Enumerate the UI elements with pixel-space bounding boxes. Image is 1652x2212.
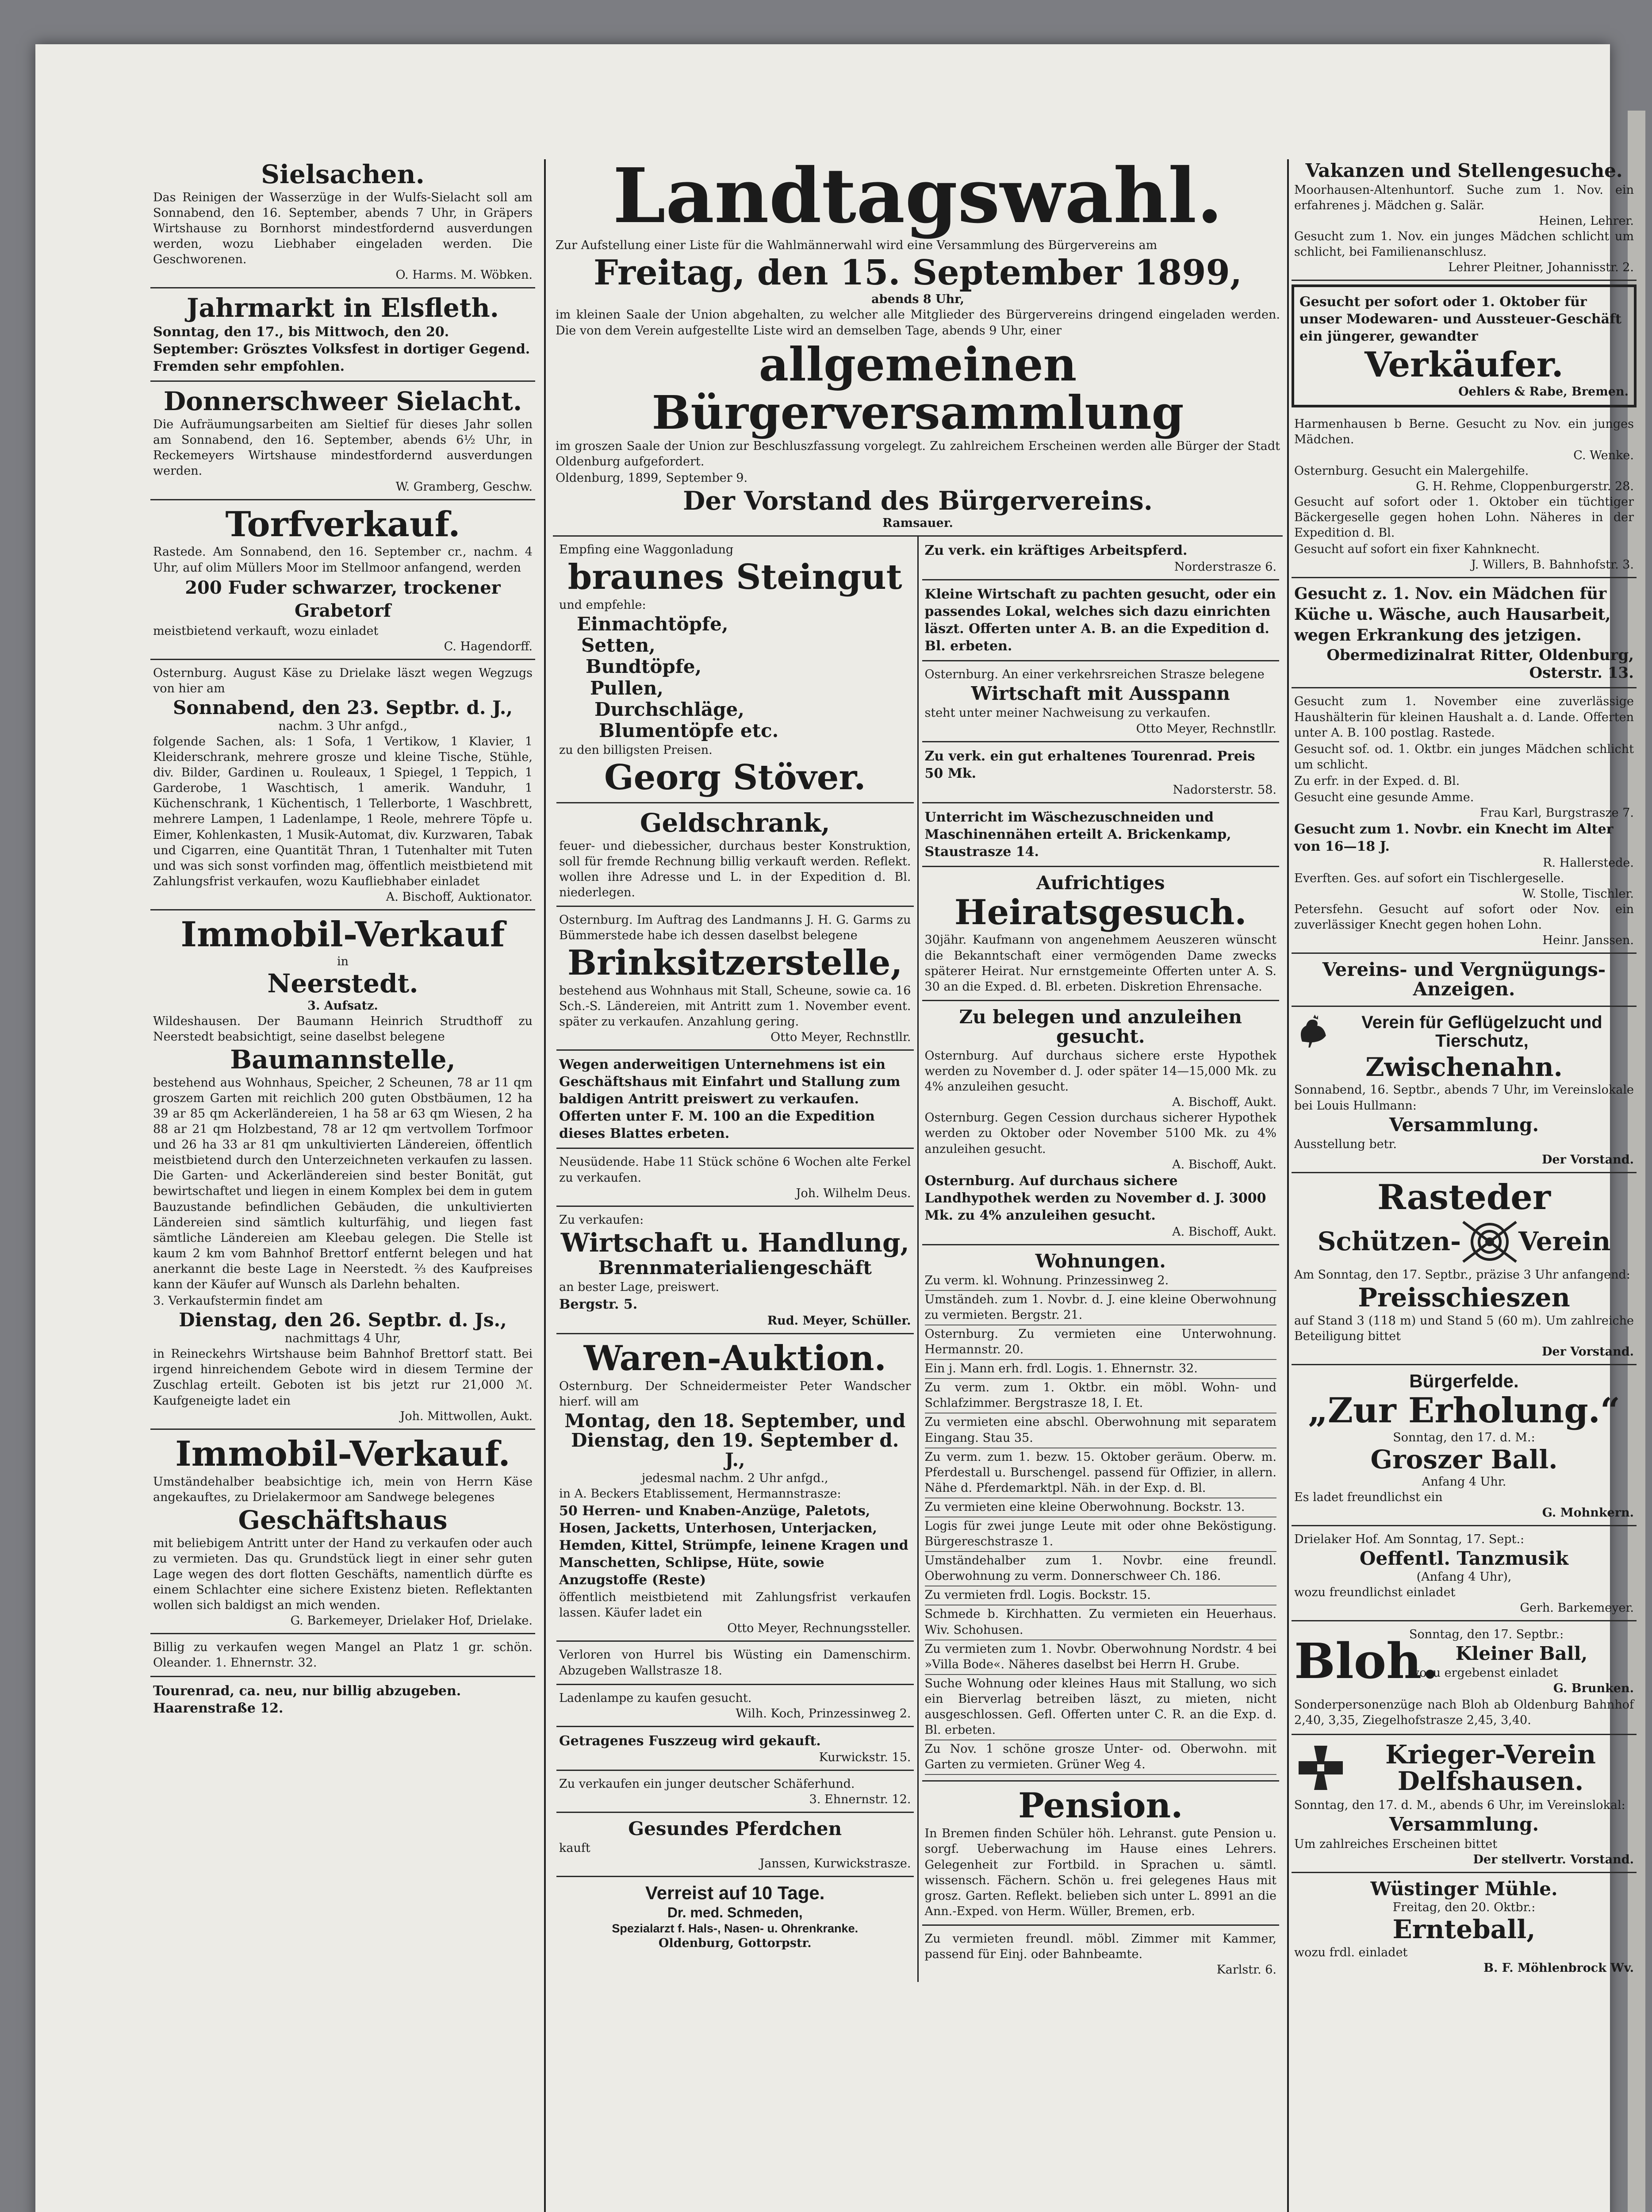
ad-sign: A. Bischoff, Aukt. xyxy=(1172,1225,1276,1239)
ad-landtagswahl xyxy=(553,150,1283,537)
ad-sub: Brennmaterialiengeschäft xyxy=(598,1256,872,1279)
ad-title: Bloh. xyxy=(1294,1632,1439,1690)
ad-text: Getragenes Fuszzeug wird gekauft. xyxy=(559,1733,821,1749)
ad-pension xyxy=(922,1782,1280,1925)
ad-oleander xyxy=(150,1634,535,1677)
ad-text: 3. Verkaufstermin findet am xyxy=(153,1294,323,1308)
ad-text: Osternburg. Auf durchaus sichere erste Hypothek werden zu November d. J. oder später 14—15,000 Mk. zu 4% anzuleihen gesucht. xyxy=(924,1049,1276,1094)
ad-tourenrad xyxy=(922,742,1280,803)
ad-vereine xyxy=(1292,954,1637,1006)
ad-text: Das Reinigen der Wasserzüge in der Wulfs-Sielacht soll am Sonnabend, den 16. September, abends 7 Uhr, in Gräpers Wirtshause zu Bornhorst mindestfordernd ausverdungen werden, wozu Liebhaber eingeladen werden. Die Geschworenen. xyxy=(153,190,533,267)
ad-text: feuer- und diebessicher, durchaus bester Konstruktion, soll für fremde Rechnung billig verkauft werden. Reflekt. wollen ihre Adresse und L. in der Expedition d. Bl. niederlegen. xyxy=(559,839,911,900)
ad-text: Die Aufräumungsarbeiten am Sieltief für dieses Jahr sollen am Sonnabend, den 16. September, abends 6½ Uhr, in Reckemeyers Wirtshause mindestfordernd ausverdungen werden. xyxy=(153,418,533,478)
list-item: Zu Nov. 1 schöne grosze Unter- od. Oberwohn. mit Garten zu vermieten. Grüner Weg 4. xyxy=(925,1741,1277,1775)
ad-text: Osternburg. Gesucht ein Malergehilfe. xyxy=(1294,464,1529,478)
ad-spec: Spezialarzt f. Hals-, Nasen- u. Ohrenkranke. xyxy=(612,1922,859,1936)
list-item: Logis für zwei junge Leute mit oder ohne Beköstigung. Bürgereschstrasze 1. xyxy=(925,1518,1277,1552)
ad-title: Torfverkauf. xyxy=(225,504,460,545)
list-item: Zu verm. zum 1. bezw. 15. Oktober geräum. Oberw. m. Pferdestall u. Burschengel. passend für Offizier, in allern. Nähe d. Pferdemarktpl. Näh. in der Exp. d. Bl. xyxy=(925,1449,1277,1498)
ad-sign: Rud. Meyer, Schüller. xyxy=(767,1313,911,1328)
center-subcolumns xyxy=(553,537,1283,1982)
ad-text: Rastede. Am Sonnabend, den 16. September cr., nachm. 4 Uhr, auf olim Müllers Moor im Stellmoor anfangend, werden xyxy=(153,545,533,575)
ad-sign: A. Bischoff, Auktionator. xyxy=(386,890,533,904)
ad-text: Gesucht per sofort oder 1. Oktober für unser Modewaren- und Aussteuer-Geschäft ein jüngerer, gewandter xyxy=(1299,294,1621,345)
ad-sign: G. Barkemeyer, Drielaker Hof, Drielake. xyxy=(290,1614,533,1628)
ad-sign: Der Vorstand. xyxy=(1542,1152,1634,1167)
ad-tourenrad xyxy=(150,1677,535,1722)
ad-sign: Janssen, Kurwickstrasze. xyxy=(759,1857,911,1871)
rooster-icon xyxy=(1294,1012,1330,1052)
ad-steingut xyxy=(556,537,914,803)
ad-text: wozu frdl. einladet xyxy=(1294,1945,1408,1959)
ad-doctor xyxy=(556,1877,914,1955)
ad-title: Bürgerfelde. xyxy=(1409,1370,1519,1391)
ad-text: in A. Beckers Etablissement, Hermannstrasze: xyxy=(559,1487,841,1501)
ad-text: Gesucht zum 1. November eine zuverlässige Haushälterin für kleinen Haushalt a. d. Lande. Offerten unter A. B. 100 postlag. Rastede. xyxy=(1294,695,1634,740)
ad-text: Osternburg. An einer verkehrsreichen Strasze belegene xyxy=(924,668,1265,682)
ad-text: Zu verkaufen: xyxy=(559,1213,644,1227)
ad-sielsachen xyxy=(150,155,535,288)
list-item: Umständeh. zum 1. Novbr. d. J. eine kleine Oberwohnung zu vermieten. Bergstr. 21. xyxy=(925,1292,1277,1325)
ad-text: Billig zu verkaufen wegen Mangel an Platz 1 gr. schön. Oleander. 1. Ehnernstr. 32. xyxy=(153,1640,533,1670)
ad-text: Zu vermieten freundl. möbl. Zimmer mit Kammer, passend für Einj. oder Bahnbeamte. xyxy=(924,1932,1276,1961)
steingut-item: Pullen, xyxy=(590,677,663,699)
ad-text: (Anfang 4 Uhr), xyxy=(1416,1570,1512,1584)
ad-sign: Otto Meyer, Rechnstllr. xyxy=(770,1030,911,1045)
ad-sign: Der stellvertr. Vorstand. xyxy=(1473,1852,1634,1866)
ad-title: Jahrmarkt in Elsfleth. xyxy=(187,293,499,323)
ad-addr: Nadorsterstr. 58. xyxy=(1173,783,1276,797)
ad-text: Gesucht z. 1. Nov. ein Mädchen für Küche u. Wäsche, auch Hausarbeit, wegen Erkrankung des jetzigen. xyxy=(1294,584,1611,645)
ad-text: Zu verk. ein gut erhaltenes Tourenrad. Preis 50 Mk. xyxy=(924,748,1255,781)
ad-head: Baumannstelle, xyxy=(230,1044,456,1075)
ad-sign: G. Mohnkern. xyxy=(1542,1505,1634,1520)
newspaper-page xyxy=(35,44,1634,2212)
list-item: Zu vermieten frdl. Logis. Bockstr. 15. xyxy=(925,1587,1277,1605)
ad-text: Zu verk. ein kräftiges Arbeitspferd. xyxy=(924,543,1188,559)
ad-items: 50 Herren- und Knaben-Anzüge, Paletots, Hosen, Jacketts, Unterhosen, Unterjacken, Hemden, Kittel, Strümpfe, leinene Kragen und Manschetten, Schlipse, Hüte, sowie Anzugstoffe (Reste) xyxy=(559,1503,908,1588)
ad-bold: 200 Fuder schwarzer, trockener Grabetorf xyxy=(185,577,501,621)
ad-text: Sonntag, den 17. d. M.: xyxy=(1393,1430,1535,1444)
ad-sign: W. Stolle, Tischler. xyxy=(1522,887,1634,901)
center-left xyxy=(553,537,919,1982)
ad-title: Verkäufer. xyxy=(1365,345,1564,385)
ad-name: Dr. med. Schmeden, xyxy=(667,1905,803,1921)
ad-board: Der Vorstand des Bürgervereins. xyxy=(683,486,1153,516)
ad-date: Montag, den 18. September, und Dienstag, den 19. September d. J., xyxy=(564,1409,906,1471)
ad-text: auf Stand 3 (118 m) und Stand 5 (60 m). Um zahlreiche Beteiligung bittet xyxy=(1294,1313,1634,1343)
ad-text: Osternburg. Auf durchaus sichere Landhypothek werden zu November d. J. 3000 Mk. zu 4% anzuleihen gesucht. xyxy=(924,1173,1266,1223)
ad-gefluegel xyxy=(1292,1007,1637,1173)
ad-wohnungen xyxy=(922,1245,1280,1782)
ad-kriegerverein xyxy=(1292,1735,1637,1873)
ad-erholung xyxy=(1292,1365,1637,1526)
ad-text: Sonntag, den 17., bis Mittwoch, den 20. September: Grösztes Volksfest in dortiger Gegend. Fremden sehr empfohlen. xyxy=(153,324,530,375)
ad-text: Neusüdende. Habe 11 Stück schöne 6 Wochen alte Ferkel zu verkaufen. xyxy=(559,1155,911,1185)
ad-place: Neerstedt. xyxy=(267,968,418,998)
ad-text: mit beliebigem Antritt unter der Hand zu verkaufen oder auch zu vermieten. Das qu. Grundstück liegt in einer sehr guten Lage wegen des dort flotten Geschäfts, namentlich dürfte es einem Schlachter eine sichere Existenz bieten. Reflektanten wollen sich baldigst an mich wenden. xyxy=(153,1536,533,1612)
ad-date: Sonnabend, den 23. Septbr. d. J., xyxy=(173,696,513,718)
ad-schaeferhund xyxy=(556,1771,914,1813)
ad-text: Sonntag, den 17. Septbr.: xyxy=(1409,1628,1564,1642)
ad-title: Waren-Auktion. xyxy=(583,1338,886,1379)
ad-text: wozu freundlichst einladet xyxy=(1294,1586,1456,1600)
list-item: Suche Wohnung oder kleines Haus mit Stallung, wo sich ein Bierverlag betreiben läszt, zu mieten, nicht ausgeschlossen. Gefl. Offerten unter C. R. an die Exp. d. Bl. erbeten. xyxy=(925,1676,1277,1740)
ad-text: Ladenlampe zu kaufen gesucht. xyxy=(559,1691,752,1705)
ad-time: jedesmal nachm. 2 Uhr anfgd., xyxy=(641,1471,828,1486)
ad-text: meistbietend verkauft, wozu einladet xyxy=(153,624,379,638)
list-item: Zu verm. zum 1. Oktbr. ein möbl. Wohn- und Schlafzimmer. Bergstrasze 18, I. Et. xyxy=(925,1380,1277,1413)
ad-title: Donnerschweer Sielacht. xyxy=(163,386,522,417)
ad-text: zu den billigsten Preisen. xyxy=(559,743,713,757)
ad-text: Gesucht zum 1. Nov. ein junges Mädchen schlicht um schlicht, bei Familienanschlusz. xyxy=(1294,230,1634,259)
ad-title: Wüstinger Mühle. xyxy=(1370,1878,1558,1900)
ad-items: folgende Sachen, als: 1 Sofa, 1 Vertikow, 1 Klavier, 1 Kleiderschrank, mehrere grosze und kleine Tische, Stühle, div. Bilder, Gardinen u. Rouleaux, 1 Spiegel, 1 Teppich, 1 Garderobe, 1 Waschtisch, 1 amerik. Wanduhr, 1 Küchenschrank, 1 Küchentisch, 1 Tellerborte, 1 Waschbrett, mehrere Lampen, 1 Ladenlampe, 1 Reole, mehrere Töpfe u. Eimer, Kohlenkasten, 1 Musik-Automat, div. Kurzwaren, Tabak und Cigarren, eine Quantität Thran, 1 Tutenhalter mit Tuten und was sich sonst vorfinden mag, öffentlich meistbietend mit Zahlungsfrist verkaufen, wozu Kaufliebhaber einladet xyxy=(153,734,533,888)
ad-text: kauft xyxy=(559,1841,590,1855)
ad-text: steht unter meiner Nachweisung zu verkaufen. xyxy=(924,706,1211,720)
steingut-item: Blumentöpfe etc. xyxy=(599,719,779,741)
ad-title: Rasteder xyxy=(1377,1177,1551,1217)
ad-head: Preisschieszen xyxy=(1358,1282,1570,1313)
ad-text: Es ladet freundlichst ein xyxy=(1294,1490,1443,1504)
ad-sign: J. Willers, B. Bahnhofstr. 3. xyxy=(1471,558,1634,572)
ad-title: Heiratsgesuch. xyxy=(954,892,1247,933)
ad-text: Wegen anderweitigen Unternehmens ist ein Geschäftshaus mit Einfahrt und Stallung zum baldigen Antritt preiswert zu verkaufen. Offerten unter F. M. 100 an die Expedition dieses Blattes erbeten. xyxy=(559,1057,901,1142)
ad-sign: G. H. Rehme, Cloppenburgerstr. 28. xyxy=(1416,479,1634,493)
ad-sign: A. Bischoff, Aukt. xyxy=(1172,1095,1276,1110)
steingut-item: Durchschläge, xyxy=(594,698,744,720)
ad-text: Osternburg. August Käse zu Drielake läszt wegen Wegzugs von hier am xyxy=(153,666,533,695)
ad-text: Osternburg. Im Auftrag des Landmanns J. H. G. Garms zu Bümmerstede habe ich dessen daselbst belegene xyxy=(559,913,911,943)
bloh-info xyxy=(1409,1626,1634,1696)
ad-text: Osternburg. Der Schneidermeister Peter Wandscher hierf. will am xyxy=(559,1379,911,1409)
ad-sign: G. Brunken. xyxy=(1553,1682,1634,1696)
ad-brinksitzerstelle xyxy=(556,907,914,1051)
ad-text: Sonderpersonenzüge nach Bloh ab Oldenburg Bahnhof 2,40, 3,35, Ziegelhofstrasze 2,45, 3,40. xyxy=(1294,1698,1634,1728)
ad-sign: Gerh. Barkemeyer. xyxy=(1520,1601,1634,1615)
ad-title: Krieger-Verein Delfshausen. xyxy=(1385,1739,1596,1797)
schuetzen-header xyxy=(1294,1217,1634,1266)
ad-sign: C. Hagendorff. xyxy=(444,639,533,653)
ad-addr: Bergstr. 5. xyxy=(559,1296,638,1312)
column-center xyxy=(553,150,1283,1982)
ad-text: Zu erfr. in der Exped. d. Bl. xyxy=(1294,774,1460,788)
ad-geschaeftshaus xyxy=(556,1051,914,1149)
ad-sign: Georg Stöver. xyxy=(604,757,866,798)
ad-sign: W. Gramberg, Geschw. xyxy=(395,480,533,494)
ad-stellen xyxy=(1292,411,1637,578)
ad-text: Moorhausen-Altenhuntorf. Suche zum 1. Nov. ein erfahrenes j. Mädchen g. Salär. xyxy=(1294,183,1634,213)
ad-fuszzeug xyxy=(556,1727,914,1771)
ad-sign: Obermedizinalrat Ritter, Oldenburg, Osterstr. 13. xyxy=(1326,646,1634,682)
ad-title: Landtagswahl. xyxy=(613,152,1223,240)
ad-stellen-2 xyxy=(1292,688,1637,954)
ad-title: Verreist auf 10 Tage. xyxy=(645,1882,825,1904)
krieger-header xyxy=(1294,1740,1634,1797)
ad-place: Zwischenahn. xyxy=(1365,1052,1563,1082)
ad-text: Sonntag, den 17. d. M., abends 6 Uhr, im Vereinslokal: xyxy=(1294,1798,1625,1813)
ad-title: Vakanzen und Stellengesuche. xyxy=(1305,160,1623,181)
ad-sub: 3. Aufsatz. xyxy=(307,998,378,1013)
ad-sign: O. Harms. M. Wöbken. xyxy=(395,268,533,282)
ad-sign: 3. Ehnernstr. 12. xyxy=(809,1792,911,1806)
ad-title: Immobil-Verkauf. xyxy=(175,1433,510,1474)
ad-verkaeufer xyxy=(1292,284,1637,407)
ad-head: Oeffentl. Tanzmusik xyxy=(1359,1547,1569,1569)
ad-immobil-geschaeftshaus xyxy=(150,1430,535,1634)
ad-text: In Bremen finden Schüler höh. Lehranst. gute Pension u. sorgf. Ueberwachung im Hause eines Lehrers. Gelegenheit zur Fortbild. in Sprachen u. sämtl. wissensch. Fächern. Schön u. frei gelegenes Haus mit grosz. Garten. Reflekt. belieben sich unter L. 8991 an die Ann.-Exped. von Herm. Wüller, Bremen, erb. xyxy=(924,1827,1276,1918)
ad-time: abends 8 Uhr, xyxy=(871,292,964,307)
ad-addr: Karlstr. 6. xyxy=(1216,1963,1276,1977)
ad-text: Petersfehn. Gesucht auf sofort oder Nov. ein zuverlässiger Knecht gegen hohen Lohn. xyxy=(1294,902,1634,932)
ad-sign: B. F. Möhlenbrock Wv. xyxy=(1483,1961,1634,1975)
ad-torfverkauf xyxy=(150,500,535,660)
ad-tanzmusik xyxy=(1292,1526,1637,1621)
ad-text: 30jähr. Kaufmann von angenehmem Aeuszeren wünscht die Bekanntschaft einer vermögenden Dame zwecks späterer Heirat. Nur ernstgemeinte Offerten unter A. S. 30 an die Exped. d. Bl. erbeten. Diskretion Ehrensache. xyxy=(924,933,1276,994)
wohnungen-list xyxy=(925,1273,1277,1775)
target-icon xyxy=(1461,1217,1518,1266)
ad-head: Geschäftshaus xyxy=(238,1505,448,1535)
steingut-item: Einmachtöpfe, xyxy=(577,613,728,635)
ad-text: bestehend aus Wohnhaus mit Stall, Scheune, sowie ca. 16 Sch.-S. Ländereien, mit Antritt zum 1. November event. später zu verkaufen. Anzahlung gering. xyxy=(559,984,911,1029)
ad-title: Gesundes Pferdchen xyxy=(628,1817,842,1839)
ad-head: Kleiner Ball, xyxy=(1455,1643,1588,1665)
ad-head: „Zur Erholung.“ xyxy=(1308,1390,1620,1431)
ad-sign: Joh. Mittwollen, Aukt. xyxy=(400,1409,533,1423)
ad-kaese-auktion xyxy=(150,660,535,910)
ad-arbeitspferd xyxy=(922,537,1280,580)
ad-text: in Reineckehrs Wirtshause beim Bahnhof Brettorf statt. Bei irgend hinreichendem Gebote wird in diesem Termine der Zuschlag erteilt. Geboten ist bis jetzt rur 21,000 ℳ. Kaufgeneigte ladet ein xyxy=(153,1347,533,1408)
column-right xyxy=(1292,155,1637,1980)
column-rule xyxy=(1287,159,1289,2212)
ad-sign: Oehlers & Rabe, Bremen. xyxy=(1458,385,1629,399)
ad-sign: Heinen, Lehrer. xyxy=(1539,214,1634,228)
ad-hypothek xyxy=(922,1001,1280,1245)
ad-donnerschweer xyxy=(150,382,535,500)
ad-title: Wirtschaft u. Handlung, xyxy=(560,1227,909,1258)
list-item: Ein j. Mann erh. frdl. Logis. 1. Ehnernstr. 32. xyxy=(925,1361,1277,1379)
ad-sign: Otto Meyer, Rechnungssteller. xyxy=(727,1621,911,1636)
ad-text: Drielaker Hof. Am Sonntag, 17. Sept.: xyxy=(1294,1532,1525,1546)
list-item: Schmede b. Kirchhatten. Zu vermieten ein Heuerhaus. Wiv. Schohusen. xyxy=(925,1606,1277,1640)
ad-text: Umständehalber beabsichtige ich, mein von Herrn Käse angekauftes, zu Drielakermoor am Sandwege belegenes xyxy=(153,1475,533,1504)
ad-text: Gesucht auf sofort oder 1. Oktober ein tüchtiger Bäckergeselle gegen hohen Lohn. Näheres in der Expedition d. Bl. xyxy=(1294,495,1634,540)
ad-title: Sielsachen. xyxy=(261,159,425,189)
ad-sign: Ramsauer. xyxy=(882,516,953,530)
ad-text: Everften. Ges. auf sofort ein Tischlergeselle. xyxy=(1294,872,1564,886)
gefluegel-header xyxy=(1294,1011,1634,1052)
ad-sign: Wilh. Koch, Prinzessinweg 2. xyxy=(736,1706,911,1720)
ad-ladenlampe xyxy=(556,1685,914,1727)
ad-text: Unterricht im Wäschezuschneiden und Maschinennähen erteilt A. Brickenkamp, Staustrasze 14. xyxy=(924,809,1231,860)
list-item: Zu vermieten eine abschl. Oberwohnung mit separatem Eingang. Stau 35. xyxy=(925,1414,1277,1448)
ad-immobil-neerstedt xyxy=(150,910,535,1430)
ad-text: Gesucht auf sofort ein fixer Kahnknecht. xyxy=(1294,542,1540,556)
ad-sign: Kurwickstr. 15. xyxy=(819,1750,911,1764)
list-item: Umständehalber zum 1. Novbr. eine freundl. Oberwohnung zu verm. Donnerschweer Ch. 186. xyxy=(925,1553,1277,1586)
ad-text: und empfehle: xyxy=(559,598,646,612)
ad-head: Ernteball, xyxy=(1392,1914,1536,1944)
ad-dateline: Oldenburg, 1899, September 9. xyxy=(556,471,748,485)
ad-vakanzen xyxy=(1292,155,1637,281)
ad-sign: C. Wenke. xyxy=(1573,448,1634,462)
list-item: Osternburg. Zu vermieten eine Unterwohnung. Hermannstr. 20. xyxy=(925,1326,1277,1360)
ad-text: an bester Lage, preiswert. xyxy=(559,1280,720,1294)
ad-text: Harmenhausen b Berne. Gesucht zu Nov. ein junges Mädchen. xyxy=(1294,417,1634,447)
ad-sign: R. Hallerstede. xyxy=(1543,856,1634,870)
ad-text: Tourenrad, ca. neu, nur billig abzugeben. Haarenstraße 12. xyxy=(153,1683,461,1717)
iron-cross-icon xyxy=(1294,1741,1347,1794)
list-item: Zu vermieten zum 1. Novbr. Oberwohnung Nordstr. 4 bei »Villa Bode«. Näheres daselbst bei Herrn H. Grube. xyxy=(925,1641,1277,1675)
steingut-list xyxy=(559,614,911,741)
ad-title: Wohnungen. xyxy=(1035,1250,1166,1272)
ad-heiratsgesuch xyxy=(922,867,1280,1001)
ad-jahrmarkt xyxy=(150,288,535,382)
ad-sign: A. Bischoff, Aukt. xyxy=(1172,1157,1276,1171)
ad-head: Versammlung. xyxy=(1389,1813,1539,1836)
ad-city: Oldenburg, Gottorpstr. xyxy=(658,1936,812,1951)
ad-text: Anfang 4 Uhr. xyxy=(1422,1475,1506,1489)
ad-text: Osternburg. Gegen Cession durchaus sicherer Hypothek werden zu Oktober oder November 5100 Mk. zu 4% anzuleihen gesucht. xyxy=(924,1111,1276,1156)
ad-text: Um zahlreiches Erscheinen bittet xyxy=(1294,1837,1498,1851)
ad-date: Freitag, den 15. September 1899, xyxy=(593,252,1242,293)
ad-sign: Joh. Wilhelm Deus. xyxy=(796,1186,911,1200)
ad-head: Versammlung. xyxy=(1389,1114,1539,1136)
ad-headline: allgemeinen Bürgerversammlung xyxy=(652,337,1184,440)
ad-text: Ausstellung betr. xyxy=(1294,1137,1397,1151)
ad-title: Zu belegen und anzuleihen gesucht. xyxy=(959,1006,1242,1047)
ad-text: Gesucht sof. od. 1. Oktbr. ein junges Mädchen schlicht um schlicht. xyxy=(1294,742,1634,772)
column-left xyxy=(150,155,535,1722)
ad-text: öffentlich meistbietend mit Zahlungsfrist verkaufen lassen. Käufer ladet ein xyxy=(559,1590,911,1620)
ad-title: Brinksitzerstelle, xyxy=(567,943,903,983)
ad-text: Empfing eine Waggonladung xyxy=(559,543,734,557)
ad-waren-auktion xyxy=(556,1334,914,1642)
center-right xyxy=(919,537,1283,1982)
ad-title-right: Verein xyxy=(1518,1226,1611,1257)
ad-text: Gesucht eine gesunde Amme. xyxy=(1294,790,1474,804)
ad-wirtschaft-handlung xyxy=(556,1207,914,1334)
ad-time: nachmittags 4 Uhr, xyxy=(284,1332,401,1346)
ad-text: im groszen Saale der Union zur Beschluszfassung vorgelegt. Zu zahlreichem Erscheinen werden alle Bürger der Stadt Oldenburg aufgefordert. xyxy=(556,439,1280,469)
ad-addr: Norderstrasze 6. xyxy=(1174,560,1276,574)
ad-title-left: Schützen- xyxy=(1317,1226,1461,1257)
ad-kleine-wirtschaft xyxy=(922,580,1280,661)
ad-sign: Otto Meyer, Rechnstllr. xyxy=(1136,722,1276,736)
ad-title: Verein für Geflügelzucht und Tierschutz, xyxy=(1361,1012,1602,1051)
ad-date: Dienstag, den 26. Septbr. d. Js., xyxy=(179,1309,507,1331)
ad-text: im kleinen Saale der Union abgehalten, zu welcher alle Mitglieder des Bürgervereins dringend eingeladen werden. Die von dem Verein aufgestellte Liste wird an demselben Tage, abends 9 Uhr, einer xyxy=(556,308,1280,338)
ad-text: Verloren von Hurrel bis Wüsting ein Damenschirm. Abzugeben Wallstrasze 18. xyxy=(559,1648,911,1678)
ad-muehle xyxy=(1292,1873,1637,1980)
ad-zimmer xyxy=(922,1926,1280,1982)
ad-unterricht xyxy=(922,803,1280,867)
ad-ritter xyxy=(1292,578,1637,688)
list-item: Zu vermieten eine kleine Oberwohnung. Bockstr. 13. xyxy=(925,1499,1277,1517)
ad-title: Geldschrank, xyxy=(640,807,830,838)
ad-head: Groszer Ball. xyxy=(1370,1444,1558,1475)
ad-title: Immobil-Verkauf xyxy=(180,914,505,955)
ad-in: in xyxy=(337,954,349,968)
ad-sign: Frau Karl, Burgstrasze 7. xyxy=(1480,806,1634,820)
ad-ferkel xyxy=(556,1149,914,1206)
ad-verloren xyxy=(556,1642,914,1685)
ad-text: Gesucht zum 1. Novbr. ein Knecht im Alter von 16—18 J. xyxy=(1294,822,1614,855)
ad-title: braunes Steingut xyxy=(567,557,902,598)
ad-time: nachm. 3 Uhr anfgd., xyxy=(278,719,407,733)
ad-pre: Aufrichtiges xyxy=(1036,872,1165,894)
ad-sign: Heinr. Janssen. xyxy=(1542,933,1634,948)
steingut-item: Bundtöpfe, xyxy=(586,656,702,678)
ad-schuetzenverein xyxy=(1292,1173,1637,1365)
ad-text: Am Sonntag, den 17. Septbr., präzise 3 Uhr anfangend: xyxy=(1294,1267,1630,1282)
ad-geldschrank xyxy=(556,803,914,907)
ad-text: Sonnabend, 16. Septbr., abends 7 Uhr, im Vereinslokale bei Louis Hullmann: xyxy=(1294,1083,1634,1113)
ad-text: wozu ergebenst einladet xyxy=(1409,1666,1558,1680)
ad-text: Zu verkaufen ein junger deutscher Schäferhund. xyxy=(559,1777,855,1791)
ad-text: Freitag, den 20. Oktbr.: xyxy=(1392,1900,1536,1914)
column-rule xyxy=(544,159,546,2212)
ad-sign: Lehrer Pleitner, Johannisstr. 2. xyxy=(1448,261,1634,275)
ad-text: bestehend aus Wohnhaus, Speicher, 2 Scheunen, 78 ar 11 qm groszem Garten mit reichlich 200 guten Obstbäumen, 12 ha 39 ar 85 qm Ackerländereien, 1 ha 58 ar 63 qm Wiesen, 2 ha 88 ar 21 qm Holzbestand, 78 ar 12 qm vertvollem Torfmoor und 26 ha 33 ar 81 qm unkultivierten Ländereien, öffentlich meistbietend durch den Unterzeichneten verkaufen zu lassen. Die Garten- und Ackerländereien sind bester Bonität, gut bewirtschaftet und liegen in einem Komplex bei dem in gutem Bauzustande befindlichen Gebäuden, die unkultivierten Ländereien sind sämtlich kulturfähig, und liegen fast sämtliche Ländereien am Kleebau gelegen. Die Stelle ist kaum 2 km vom Bahnhof Brettorf entfernt belegen und hat anerkannt die beste Lage in Neerstedt. ⅔ des Kaufpreises kann der Käufer auf Wunsch als Darlehn behalten. xyxy=(153,1075,533,1291)
ad-title: Wirtschaft mit Ausspann xyxy=(971,683,1230,705)
ad-bloh xyxy=(1292,1621,1637,1735)
ad-text: Wildeshausen. Der Baumann Heinrich Strudthoff zu Neerstedt beabsichtigt, seine daselbst belegene xyxy=(153,1014,533,1044)
ad-text: Zur Aufstellung einer Liste für die Wahlmännerwahl wird eine Versammlung des Bürgervereins am xyxy=(556,238,1158,252)
ad-sign: Der Vorstand. xyxy=(1542,1344,1634,1359)
steingut-item: Setten, xyxy=(581,634,655,657)
ad-text: Kleine Wirtschaft zu pachten gesucht, oder ein passendes Lokal, welches sich dazu einrichten läszt. Offerten unter A. B. an die Expedition d. Bl. erbeten. xyxy=(924,587,1276,654)
ad-pferdchen xyxy=(556,1813,914,1877)
bloh-header xyxy=(1294,1626,1634,1696)
list-item: Zu verm. kl. Wohnung. Prinzessinweg 2. xyxy=(925,1273,1277,1291)
ad-title: Pension. xyxy=(1018,1786,1183,1826)
ad-ausspann xyxy=(922,661,1280,742)
ad-title: Vereins- und Vergnügungs-Anzeigen. xyxy=(1322,959,1606,1000)
